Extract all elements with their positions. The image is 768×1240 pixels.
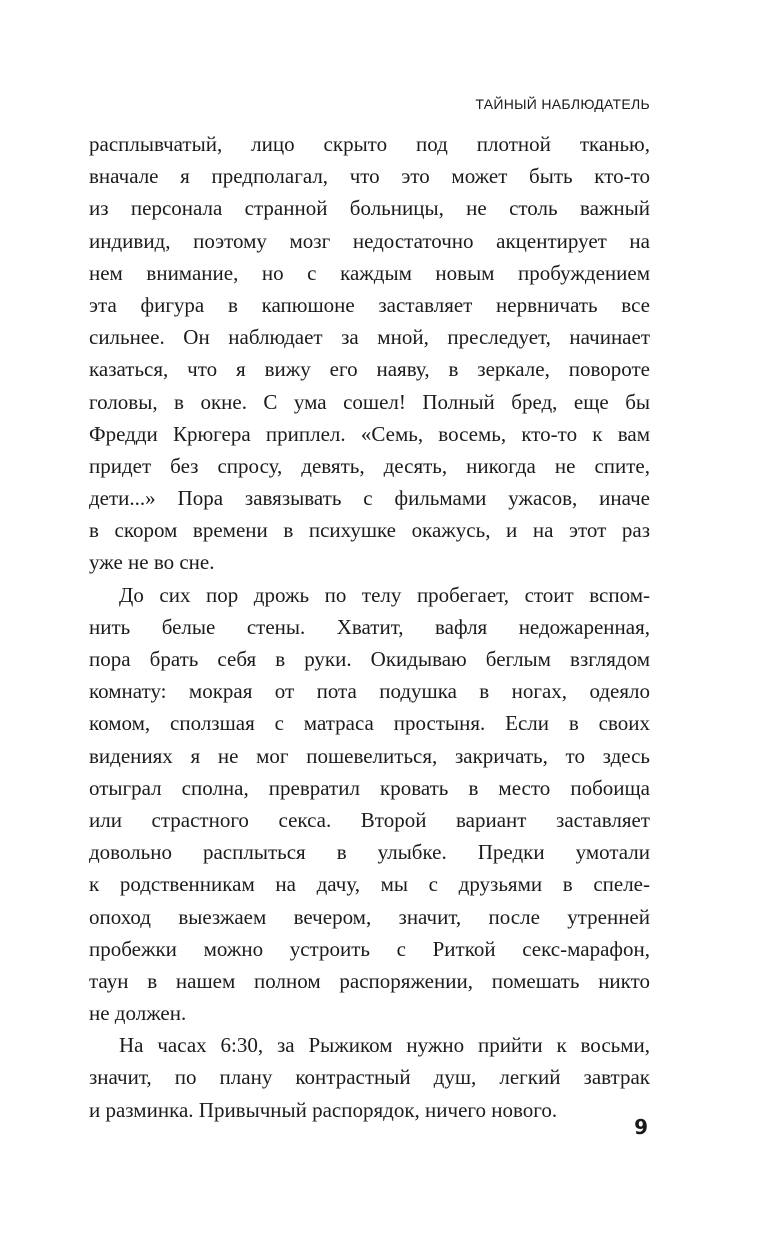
text-line: вначале я предполагал, что это может быть кто-то xyxy=(89,164,650,189)
text-line: На часах 6:30, за Рыжиком нужно прийти к восьми, xyxy=(119,1033,650,1058)
text-line: сильнее. Он наблюдает за мной, преследует, начинает xyxy=(89,325,650,350)
text-line: пора брать себя в руки. Окидываю беглым взглядом xyxy=(89,647,650,671)
text-line: расплывчатый, лицо скрыто под плотной тканью, xyxy=(89,132,650,156)
text-line: Фредди Крюгера приплел. «Семь, восемь, кто-то к вам xyxy=(89,421,650,446)
text-line: видениях я не мог пошевелиться, закричать, то здесь xyxy=(89,743,650,768)
text-line: головы, в окне. С ума сошел! Полный бред, еще бы xyxy=(89,389,650,414)
text-line: пробежки можно устроить с Риткой секс-марафон, xyxy=(89,936,650,961)
text-line: к родственникам на дачу, мы с друзьями в спеле- xyxy=(89,872,650,897)
text-line: или страстного секса. Второй вариант заставляет xyxy=(89,807,650,832)
body-text xyxy=(89,128,650,1126)
text-line: нить белые стены. Хватит, вафля недожаренная, xyxy=(89,614,650,639)
text-line: в скором времени в психушке окажусь, и на этот раз xyxy=(89,518,650,543)
running-head: ТАЙНЫЙ НАБЛЮДАТЕЛЬ xyxy=(475,96,650,112)
text-line: комом, сползшая с матраса простыня. Если в своих xyxy=(89,711,650,736)
text-line: опоход выезжаем вечером, значит, после утренней xyxy=(89,904,650,929)
text-line: не должен. xyxy=(89,1001,187,1026)
text-line: казаться, что я вижу его наяву, в зеркале, повороте xyxy=(89,357,650,382)
text-line: отыграл сполна, превратил кровать в место побоища xyxy=(89,775,650,800)
text-line: из персонала странной больницы, не столь важный xyxy=(89,196,650,221)
text-line: и разминка. Привычный распорядок, ничего нового. xyxy=(89,1097,558,1122)
text-line: комнату: мокрая от пота подушка в ногах, одеяло xyxy=(89,679,650,704)
text-line: таун в нашем полном распоряжении, помешать никто xyxy=(89,968,650,993)
text-line: нем внимание, но с каждым новым пробуждением xyxy=(89,260,650,285)
text-line: эта фигура в капюшоне заставляет нервничать все xyxy=(89,292,650,317)
text-line: индивид, поэтому мозг недостаточно акцентирует на xyxy=(89,228,650,253)
text-line: значит, по плану контрастный душ, легкий завтрак xyxy=(89,1065,650,1090)
text-line: придет без спросу, девять, десять, никогда не спите, xyxy=(89,453,650,478)
text-line: дети...» Пора завязывать с фильмами ужасов, иначе xyxy=(89,486,650,511)
text-line: До сих пор дрожь по телу пробегает, стоит вспом- xyxy=(119,582,650,607)
text-line: довольно расплыться в улыбке. Предки умотали xyxy=(89,840,650,865)
text-line: уже не во сне. xyxy=(89,550,215,575)
page-number: 9 xyxy=(634,1115,648,1139)
